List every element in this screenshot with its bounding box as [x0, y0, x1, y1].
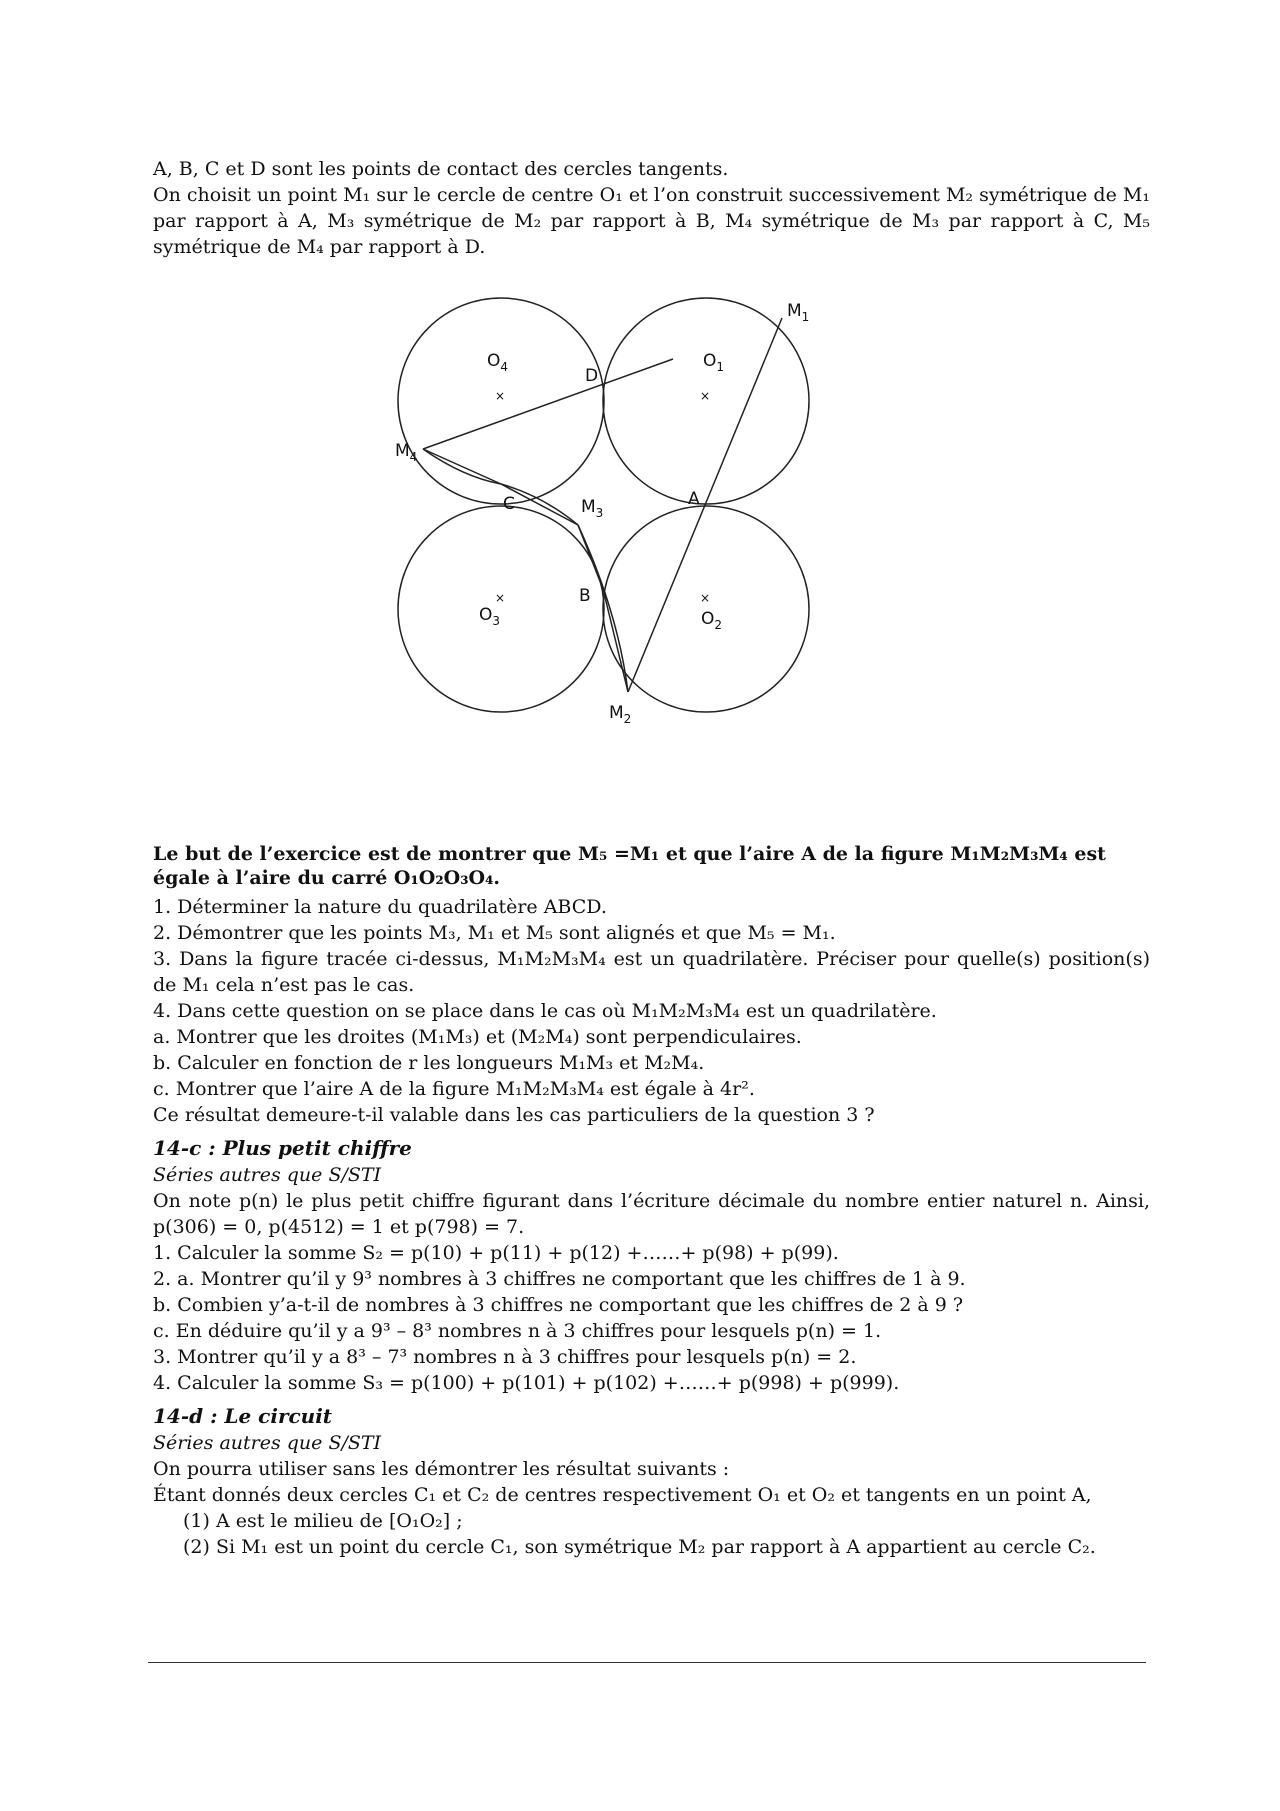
section-d-title: 14-d : Le circuit	[153, 1404, 333, 1428]
circles-diagram	[383, 282, 903, 832]
section-d-series: Séries autres que S/STI	[153, 1432, 382, 1454]
label-o3: $O_3$	[479, 605, 501, 628]
label-m1: $M_1$	[787, 301, 810, 324]
section-c-intro: On note p(n) le plus petit chiffre figurant dans l’écriture décimale du nombre entier naturel n. Ainsi, p(306) = 0, p(4512) = 1 et p(798) = 7.	[153, 1190, 1150, 1238]
label-d: D	[585, 366, 599, 386]
section-c-item-4: 4. Calculer la somme S₃ = p(100) + p(101) + p(102) +……+ p(998) + p(999).	[153, 1372, 900, 1394]
cross-o2: ×	[700, 591, 711, 605]
section-c-item-1: 1. Calculer la somme S₂ = p(10) + p(11) + p(12) +……+ p(98) + p(99).	[153, 1242, 839, 1264]
tangent-circles-figure	[153, 282, 1150, 832]
segment-m4-line	[423, 359, 673, 449]
question-4: 4. Dans cette question on se place dans le cas où M₁M₂M₃M₄ est un quadrilatère.	[153, 1000, 937, 1022]
segment-b-m2	[603, 589, 628, 692]
segment-m1-m2	[628, 318, 782, 692]
goal-line-1: Le but de l’exercice est de montrer que M₅ =M₁ et que l’aire A de la figure M₁M₂M₃M₄ est	[153, 843, 1106, 865]
section-d-line-1: On pourra utiliser sans les démontrer les résultat suivants :	[153, 1458, 730, 1480]
section-c-item-2a: 2. a. Montrer qu’il y 9³ nombres à 3 chiffres ne comportant que les chiffres de 1 à 9.	[153, 1268, 966, 1290]
label-m4: $M_4$	[395, 441, 418, 464]
section-c-item-3: 3. Montrer qu’il y a 8³ – 7³ nombres n à 3 chiffres pour lesquels p(n) = 2.	[153, 1346, 857, 1368]
bottom-rule	[148, 1662, 1146, 1663]
document-page	[153, 156, 1150, 1560]
cross-o3: ×	[495, 591, 506, 605]
section-c-item-2b: b. Combien y’a-t-il de nombres à 3 chiffres ne comportant que les chiffres de 2 à 9 ?	[153, 1294, 964, 1316]
question-4b: b. Calculer en fonction de r les longueurs M₁M₃ et M₂M₄.	[153, 1052, 705, 1074]
label-o4: $O_4$	[487, 351, 509, 374]
section-d-item-2: (2) Si M₁ est un point du cercle C₁, son symétrique M₂ par rapport à A appartient au cercle C₂.	[183, 1536, 1096, 1558]
question-3: 3. Dans la figure tracée ci-dessus, M₁M₂M₃M₄ est un quadrilatère. Préciser pour quelle(s) position(s) de M₁ cela n’est pas le cas.	[153, 948, 1150, 996]
label-a: A	[688, 489, 700, 509]
label-b: B	[579, 586, 591, 606]
question-1: 1. Déterminer la nature du quadrilatère ABCD.	[153, 896, 607, 918]
label-o1: $O_1$	[703, 351, 725, 374]
label-o2: $O_2$	[701, 609, 723, 632]
question-4a: a. Montrer que les droites (M₁M₃) et (M₂M₄) sont perpendiculaires.	[153, 1026, 802, 1048]
label-c: C	[503, 494, 515, 514]
label-m2: $M_2$	[609, 703, 632, 726]
cross-o1: ×	[700, 389, 711, 403]
intro-line-2: On choisit un point M₁ sur le cercle de centre O₁ et l’on construit successivement M₂ symétrique de M₁ par rapport à A, M₃ symétrique de M₂ par rapport à B, M₄ symétrique de M₃ par rapport à C, M₅ symétrique de M₄ par rapport à D.	[153, 184, 1150, 258]
segment-m4-c	[423, 449, 501, 484]
goal-line-2: égale à l’aire du carré O₁O₂O₃O₄.	[153, 867, 501, 889]
section-c-item-2c: c. En déduire qu’il y a 9³ – 8³ nombres n à 3 chiffres pour lesquels p(n) = 1.	[153, 1320, 882, 1342]
section-c-series: Séries autres que S/STI	[153, 1164, 382, 1186]
question-2: 2. Démontrer que les points M₃, M₁ et M₅ sont alignés et que M₅ = M₁.	[153, 922, 836, 944]
section-d-line-2: Étant donnés deux cercles C₁ et C₂ de centres respectivement O₁ et O₂ et tangents en un point A,	[153, 1484, 1092, 1506]
question-followup: Ce résultat demeure-t-il valable dans les cas particuliers de la question 3 ?	[153, 1104, 875, 1126]
question-4c: c. Montrer que l’aire A de la figure M₁M₂M₃M₄ est égale à 4r².	[153, 1078, 755, 1100]
section-c-title: 14-c : Plus petit chiffre	[153, 1136, 412, 1160]
circle-o3	[398, 506, 604, 712]
label-m3: $M_3$	[581, 497, 604, 520]
intro-line-1: A, B, C et D sont les points de contact des cercles tangents.	[153, 158, 729, 180]
goal-statement	[153, 842, 1150, 890]
section-d-item-1: (1) A est le milieu de [O₁O₂] ;	[183, 1510, 463, 1532]
cross-o4: ×	[495, 389, 506, 403]
